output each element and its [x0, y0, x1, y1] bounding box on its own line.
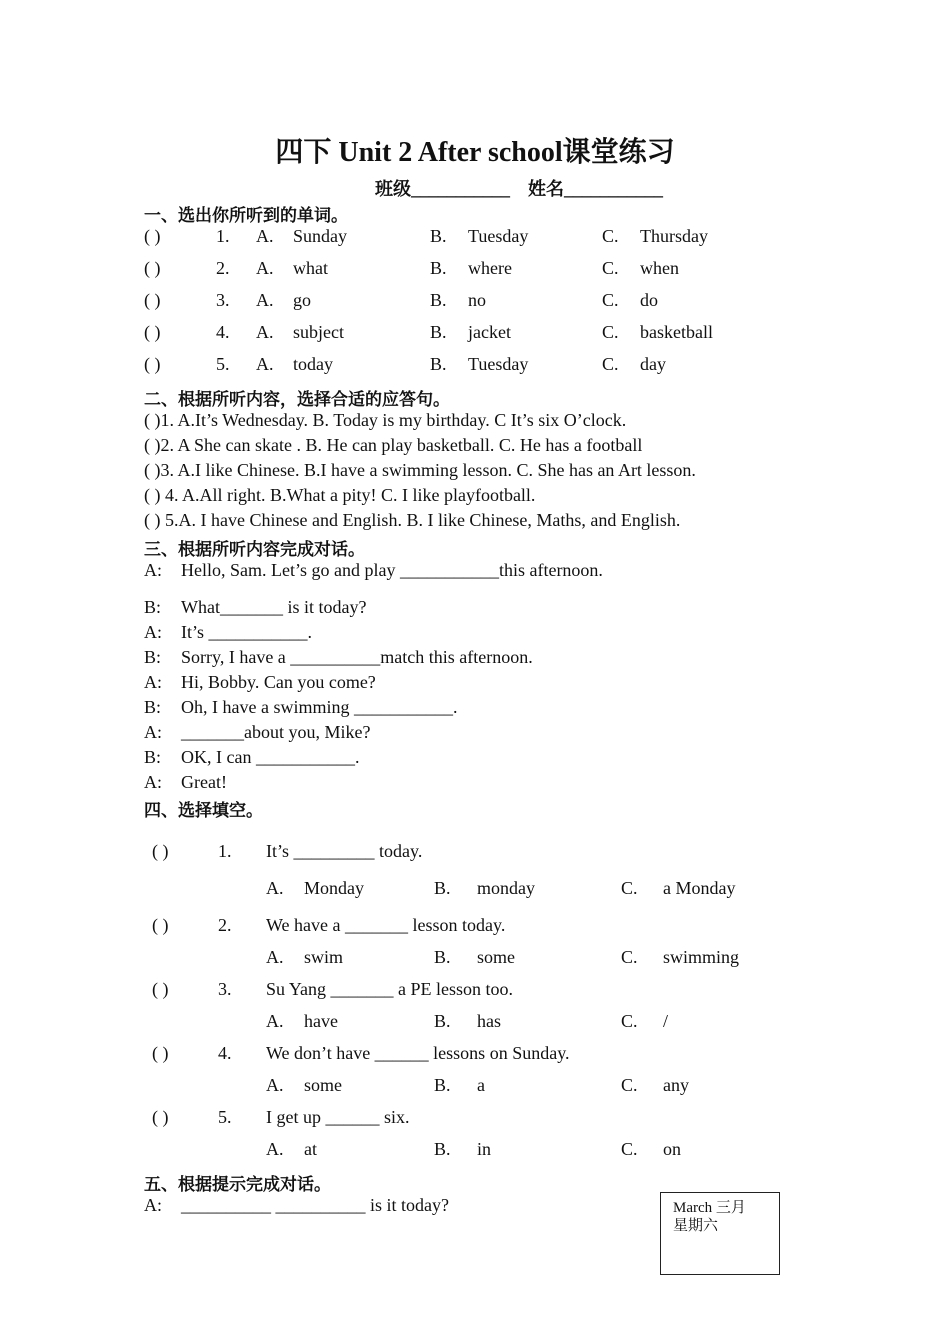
- response-question: ( ) 4. A.All right. B.What a pity! C. I like playfootball.: [144, 485, 536, 505]
- response-question: ( )2. A She can skate . B. He can play basketball. C. He has a football: [144, 435, 643, 455]
- option-b: in: [477, 1139, 492, 1159]
- name-field[interactable]: 姓名___________: [528, 179, 663, 199]
- option-c-label: C.: [602, 226, 619, 246]
- option-a: subject: [293, 322, 344, 342]
- response-question: ( )3. A.I like Chinese. B.I have a swimming lesson. C. She has an Art lesson.: [144, 460, 696, 480]
- option-c: a Monday: [663, 878, 736, 898]
- class-field[interactable]: 班级___________: [375, 179, 510, 199]
- dialogue-line: Hello, Sam. Let’s go and play ___________this afternoon.: [181, 560, 603, 580]
- option-c-label: C.: [621, 1139, 638, 1159]
- question-number: 5.: [218, 1107, 232, 1127]
- page-title: 四下 Unit 2 After school课堂练习: [275, 137, 675, 168]
- dialogue-speaker: A:: [144, 560, 162, 580]
- option-a-label: A.: [256, 354, 274, 374]
- dialogue-speaker: A:: [144, 1195, 162, 1215]
- option-b-label: B.: [430, 354, 447, 374]
- dialogue-speaker: B:: [144, 697, 162, 717]
- dialogue-line: It’s ___________.: [181, 622, 313, 642]
- option-b: no: [468, 290, 486, 310]
- dialogue-speaker: B:: [144, 647, 162, 667]
- option-a: what: [293, 258, 328, 278]
- question-number: 3.: [218, 979, 232, 999]
- question-number: 2.: [216, 258, 230, 278]
- option-b-label: B.: [434, 947, 451, 967]
- question-number: 4.: [216, 322, 230, 342]
- dialogue-speaker: B:: [144, 747, 162, 767]
- answer-paren[interactable]: ( ): [144, 290, 161, 310]
- option-c-label: C.: [602, 258, 619, 278]
- question-number: 1.: [216, 226, 230, 246]
- option-b-label: B.: [434, 1075, 451, 1095]
- option-c-label: C.: [602, 322, 619, 342]
- option-c: day: [640, 354, 666, 374]
- dialogue-speaker: A:: [144, 622, 162, 642]
- question-stem: We don’t have ______ lessons on Sunday.: [266, 1043, 570, 1063]
- option-b: some: [477, 947, 515, 967]
- option-c-label: C.: [602, 354, 619, 374]
- question-number: 5.: [216, 354, 230, 374]
- question-stem: We have a _______ lesson today.: [266, 915, 506, 935]
- dialogue-speaker: A:: [144, 722, 162, 742]
- dialogue-line: Oh, I have a swimming ___________.: [181, 697, 458, 717]
- dialogue-line: Hi, Bobby. Can you come?: [181, 672, 376, 692]
- option-a-label: A.: [266, 1139, 284, 1159]
- answer-paren[interactable]: ( ): [144, 258, 161, 278]
- answer-paren[interactable]: ( ): [152, 841, 169, 861]
- dialogue-line: What_______ is it today?: [181, 597, 367, 617]
- option-b-label: B.: [434, 1139, 451, 1159]
- option-c: when: [640, 258, 679, 278]
- option-c: /: [663, 1011, 669, 1031]
- response-question: ( )1. A.It’s Wednesday. B. Today is my birthday. C It’s six O’clock.: [144, 410, 627, 430]
- section4-heading: 四、选择填空。: [144, 801, 263, 820]
- hint-box: [660, 1192, 780, 1275]
- answer-paren[interactable]: ( ): [152, 1043, 169, 1063]
- option-b-label: B.: [430, 322, 447, 342]
- option-a-label: A.: [266, 947, 284, 967]
- option-c: swimming: [663, 947, 740, 967]
- option-a: today: [293, 354, 333, 374]
- option-b-label: B.: [434, 878, 451, 898]
- option-a: Monday: [304, 878, 364, 898]
- answer-paren[interactable]: ( ): [152, 979, 169, 999]
- option-b-label: B.: [430, 290, 447, 310]
- answer-paren[interactable]: ( ): [152, 915, 169, 935]
- option-b: Tuesday: [468, 354, 529, 374]
- answer-paren[interactable]: ( ): [144, 322, 161, 342]
- option-a-label: A.: [266, 1011, 284, 1031]
- dialogue-speaker: A:: [144, 772, 162, 792]
- option-c-label: C.: [621, 947, 638, 967]
- option-a-label: A.: [256, 322, 274, 342]
- option-b-label: B.: [434, 1011, 451, 1031]
- option-a: have: [304, 1011, 338, 1031]
- answer-paren[interactable]: ( ): [152, 1107, 169, 1127]
- option-b: monday: [477, 878, 535, 898]
- dialogue-line: OK, I can ___________.: [181, 747, 360, 767]
- option-a-label: A.: [266, 1075, 284, 1095]
- dialogue-speaker: B:: [144, 597, 162, 617]
- response-question: ( ) 5.A. I have Chinese and English. B. I like Chinese, Maths, and English.: [144, 510, 681, 530]
- question-number: 3.: [216, 290, 230, 310]
- section5-heading: 五、根据提示完成对话。: [144, 1175, 331, 1194]
- dialogue-line: __________ __________ is it today?: [181, 1195, 449, 1215]
- option-c: any: [663, 1075, 689, 1095]
- option-c: on: [663, 1139, 681, 1159]
- option-b: jacket: [468, 322, 511, 342]
- option-a: at: [304, 1139, 317, 1159]
- option-b-label: B.: [430, 258, 447, 278]
- option-a-label: A.: [256, 226, 274, 246]
- section3-heading: 三、根据所听内容完成对话。: [144, 540, 365, 559]
- question-stem: It’s _________ today.: [266, 841, 423, 861]
- option-c: basketball: [640, 322, 713, 342]
- answer-paren[interactable]: ( ): [144, 354, 161, 374]
- option-c-label: C.: [602, 290, 619, 310]
- question-number: 1.: [218, 841, 232, 861]
- class-name-line: [375, 175, 663, 201]
- option-b: Tuesday: [468, 226, 529, 246]
- option-b: a: [477, 1075, 485, 1095]
- dialogue-line: Great!: [181, 772, 227, 792]
- question-stem: I get up ______ six.: [266, 1107, 410, 1127]
- option-a-label: A.: [256, 290, 274, 310]
- option-b: where: [468, 258, 512, 278]
- hint-line-1: March 三月: [673, 1200, 746, 1216]
- question-number: 4.: [218, 1043, 232, 1063]
- option-c-label: C.: [621, 1075, 638, 1095]
- option-c-label: C.: [621, 1011, 638, 1031]
- dialogue-speaker: A:: [144, 672, 162, 692]
- dialogue-line: _______about you, Mike?: [181, 722, 371, 742]
- dialogue-line: Sorry, I have a __________match this afternoon.: [181, 647, 533, 667]
- option-c: Thursday: [640, 226, 708, 246]
- section1-heading: 一、选出你所听到的单词。: [144, 206, 348, 225]
- answer-paren[interactable]: ( ): [144, 226, 161, 246]
- option-a: Sunday: [293, 226, 347, 246]
- option-b-label: B.: [430, 226, 447, 246]
- option-b: has: [477, 1011, 501, 1031]
- option-c: do: [640, 290, 658, 310]
- option-a: some: [304, 1075, 342, 1095]
- section2-heading: 二、根据所听内容，选择合适的应答句。: [144, 390, 450, 409]
- option-a-label: A.: [256, 258, 274, 278]
- option-a: go: [293, 290, 311, 310]
- question-stem: Su Yang _______ a PE lesson too.: [266, 979, 514, 999]
- option-c-label: C.: [621, 878, 638, 898]
- option-a: swim: [304, 947, 344, 967]
- question-number: 2.: [218, 915, 232, 935]
- option-a-label: A.: [266, 878, 284, 898]
- hint-line-2: 星期六: [673, 1218, 719, 1234]
